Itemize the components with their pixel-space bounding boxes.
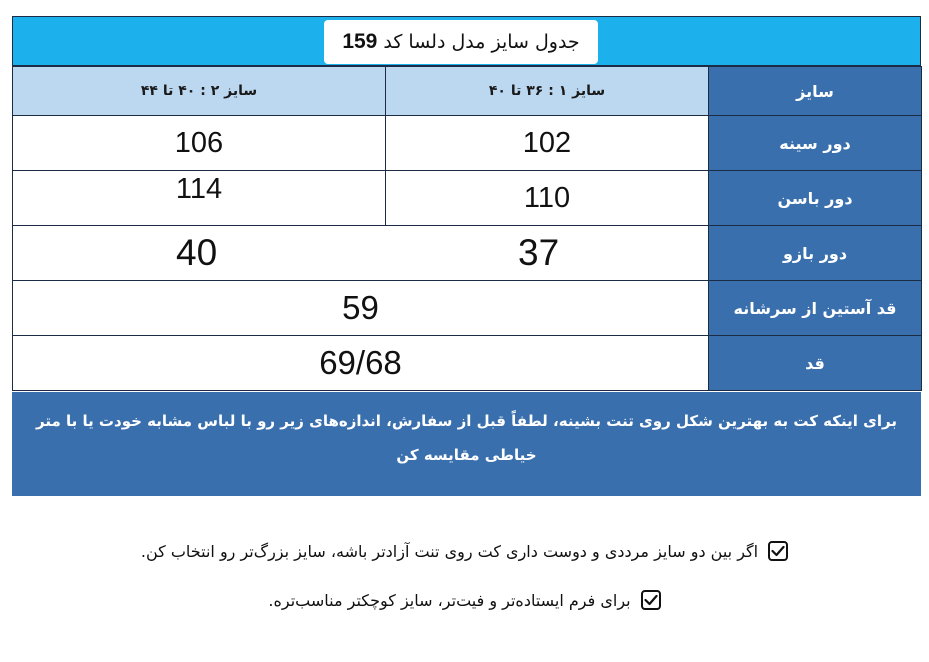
tip-2 <box>0 585 929 615</box>
size2-header: سایز ۲ : ۴۰ تا ۴۴ <box>12 66 386 116</box>
checkbox-icon <box>768 541 788 561</box>
row-label-arm: دور بازو <box>708 225 922 281</box>
arm-size2: 40 <box>176 232 218 273</box>
page-title: جدول سایز مدل دلسا کد <box>383 31 580 53</box>
checkbox-icon <box>641 590 661 610</box>
tip-2-text: برای فرم ایستاده‌تر و فیت‌تر، سایز کوچکتر مناسب‌تره. <box>268 590 631 610</box>
length-value-cell: 69/68 <box>12 335 709 391</box>
tip-1 <box>0 536 929 566</box>
size-label: سایز <box>796 81 834 101</box>
chest-size1: 102 <box>385 115 709 171</box>
measurement-note: برای اینکه کت به بهترین شکل روی تنت بشینه، لطفاً قبل از سفارش، اندازه‌های زیر رو با لباس مشابه خودت یا با متر خیاطی مقایسه کن <box>12 392 921 496</box>
hip-size1: 110 <box>385 170 709 226</box>
arm-size1: 37 <box>518 232 560 273</box>
row-label-length: قد <box>708 335 922 391</box>
sleeve-value-cell: 59 <box>12 280 709 336</box>
row-label-sleeve: قد آستین از سرشانه <box>708 280 922 336</box>
model-code: 159 <box>342 30 378 53</box>
row-label-chest: دور سینه <box>708 115 922 171</box>
title-pill <box>324 20 598 64</box>
chest-size2: 106 <box>12 115 386 171</box>
arm-values <box>12 225 709 281</box>
tip-1-text: اگر بین دو سایز مرددی و دوست داری کت روی تنت آزادتر باشه، سایز بزرگ‌تر رو انتخاب کن. <box>140 541 759 561</box>
size-label-cell <box>708 66 922 116</box>
row-label-hip: دور باسن <box>708 170 922 226</box>
size1-header: سایز ۱ : ۳۶ تا ۴۰ <box>385 66 709 116</box>
hip-size2: 114 <box>12 170 386 226</box>
